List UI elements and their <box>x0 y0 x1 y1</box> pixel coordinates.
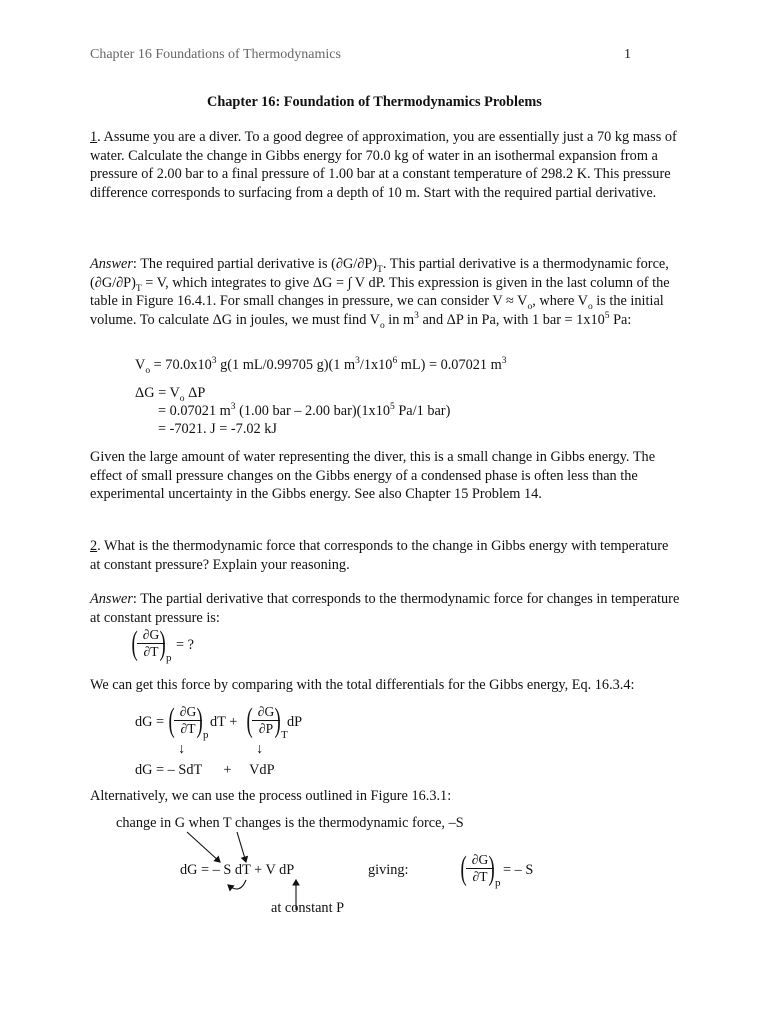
problem-number: 2 <box>90 538 98 554</box>
problem-number: 1 <box>90 129 98 145</box>
partial-derivative-dG-dT-2: ( ∂G ∂T ) p <box>168 702 209 741</box>
dP-term: dP <box>287 714 303 730</box>
page-number: 1 <box>624 47 631 62</box>
answer-label: Answer <box>90 256 133 272</box>
gibbs-differential-result: dG = – SdT + VdP <box>135 762 275 778</box>
problem-2-question: 2. What is the thermodynamic force that corresponds to the change in Gibbs energy with temperature at constant pressure? Explain your reasoning. <box>90 538 669 573</box>
gibbs-equation-line-3: = -7021. J = -7.02 kJ <box>158 421 277 437</box>
result-derivative: ( ∂G ∂T ) p = – S <box>460 850 534 889</box>
question-text: . Assume you are a diver. To a good degree of approximation, you are essentially just a 70 kg mass of water. Calculate the change in Gibbs energy for 70.0 kg of water in an isothermal expansion from a pressure of 2.00 bar to a final pressure of 1.00 bar at a constant temperature of 298.2 K. This pressure difference corresponds to surfacing from a depth of 10 m. Start with the required partial derivative. <box>90 129 677 201</box>
arrow-to-dT <box>237 832 246 862</box>
constant-pressure-note: at constant P <box>271 900 345 916</box>
process-equation: dG = – S dT + V dP <box>180 862 295 878</box>
comparison-text: We can get this force by comparing with the total differentials for the Gibbs energy, Eq. 16.3.4: <box>90 677 635 693</box>
volume-equation: $V_o = 70.0x10^3$ g(1 mL/0.99705 g)(1 $m^3/1x10^6$ mL) = 0.07021 $m^3$ <box>135 356 507 376</box>
page-title: Chapter 16: Foundation of Thermodynamics Problems <box>207 94 542 110</box>
giving-label: giving: <box>368 862 409 878</box>
running-header: Chapter 16 Foundations of Thermodynamics <box>90 47 341 62</box>
problem-2-answer: Answer: The partial derivative that corresponds to the thermodynamic force for changes in temperature at constant pressure is: <box>90 591 680 626</box>
alternative-text: Alternatively, we can use the process outlined in Figure 16.3.1: <box>90 788 452 804</box>
total-differential-label: dG = <box>135 714 165 730</box>
problem-1-conclusion: Given the large amount of water representing the diver, this is a small change in Gibbs energy. The effect of small pressure changes on the Gibbs energy of a condensed phase is often less than the experimental uncertainty in the Gibbs energy. See also Chapter 15 Problem 14. <box>90 449 656 502</box>
gibbs-equation-line-1: $\Delta G = V_o$ ΔP <box>135 385 206 404</box>
curved-arrow-dT-to-S <box>228 880 246 889</box>
down-arrow-icon: ↓ <box>178 741 186 757</box>
partial-derivative-dG-dP: ( ∂G ∂P ) T <box>246 702 288 741</box>
gibbs-equation-line-2: = 0.07021 $m^3$ (1.00 bar – 2.00 $bar)(1x10^5$ Pa/1 bar) <box>158 402 451 419</box>
down-arrow-icon: ↓ <box>256 741 264 757</box>
arrow-to-S <box>187 832 220 862</box>
partial-derivative-dG-dT: ( ∂G ∂T ) p = ? <box>131 625 194 664</box>
problem-1-answer: Answer: The required partial derivative is $(\partial G/\partial P)_T$. This partial derivative is a thermodynamic force, $(\partial G/\partial P)_T = V$, which integrates to give ΔG = ∫ V dP. This expression is given in the last column of the table in Figure 16.4.1. For small changes in pressure, we can consider $V \approx V_o$, where $V_o$ is the initial volume. To calculate ΔG in joules, we must find $V_o$ in $m^3$ and ΔP in Pa, with 1 bar = $1x10^5$ Pa: <box>90 256 670 331</box>
thermodynamic-force-note: change in G when T changes is the thermodynamic force, –S <box>116 815 464 831</box>
answer-label: Answer <box>90 591 133 607</box>
dT-plus: dT + <box>210 714 238 730</box>
